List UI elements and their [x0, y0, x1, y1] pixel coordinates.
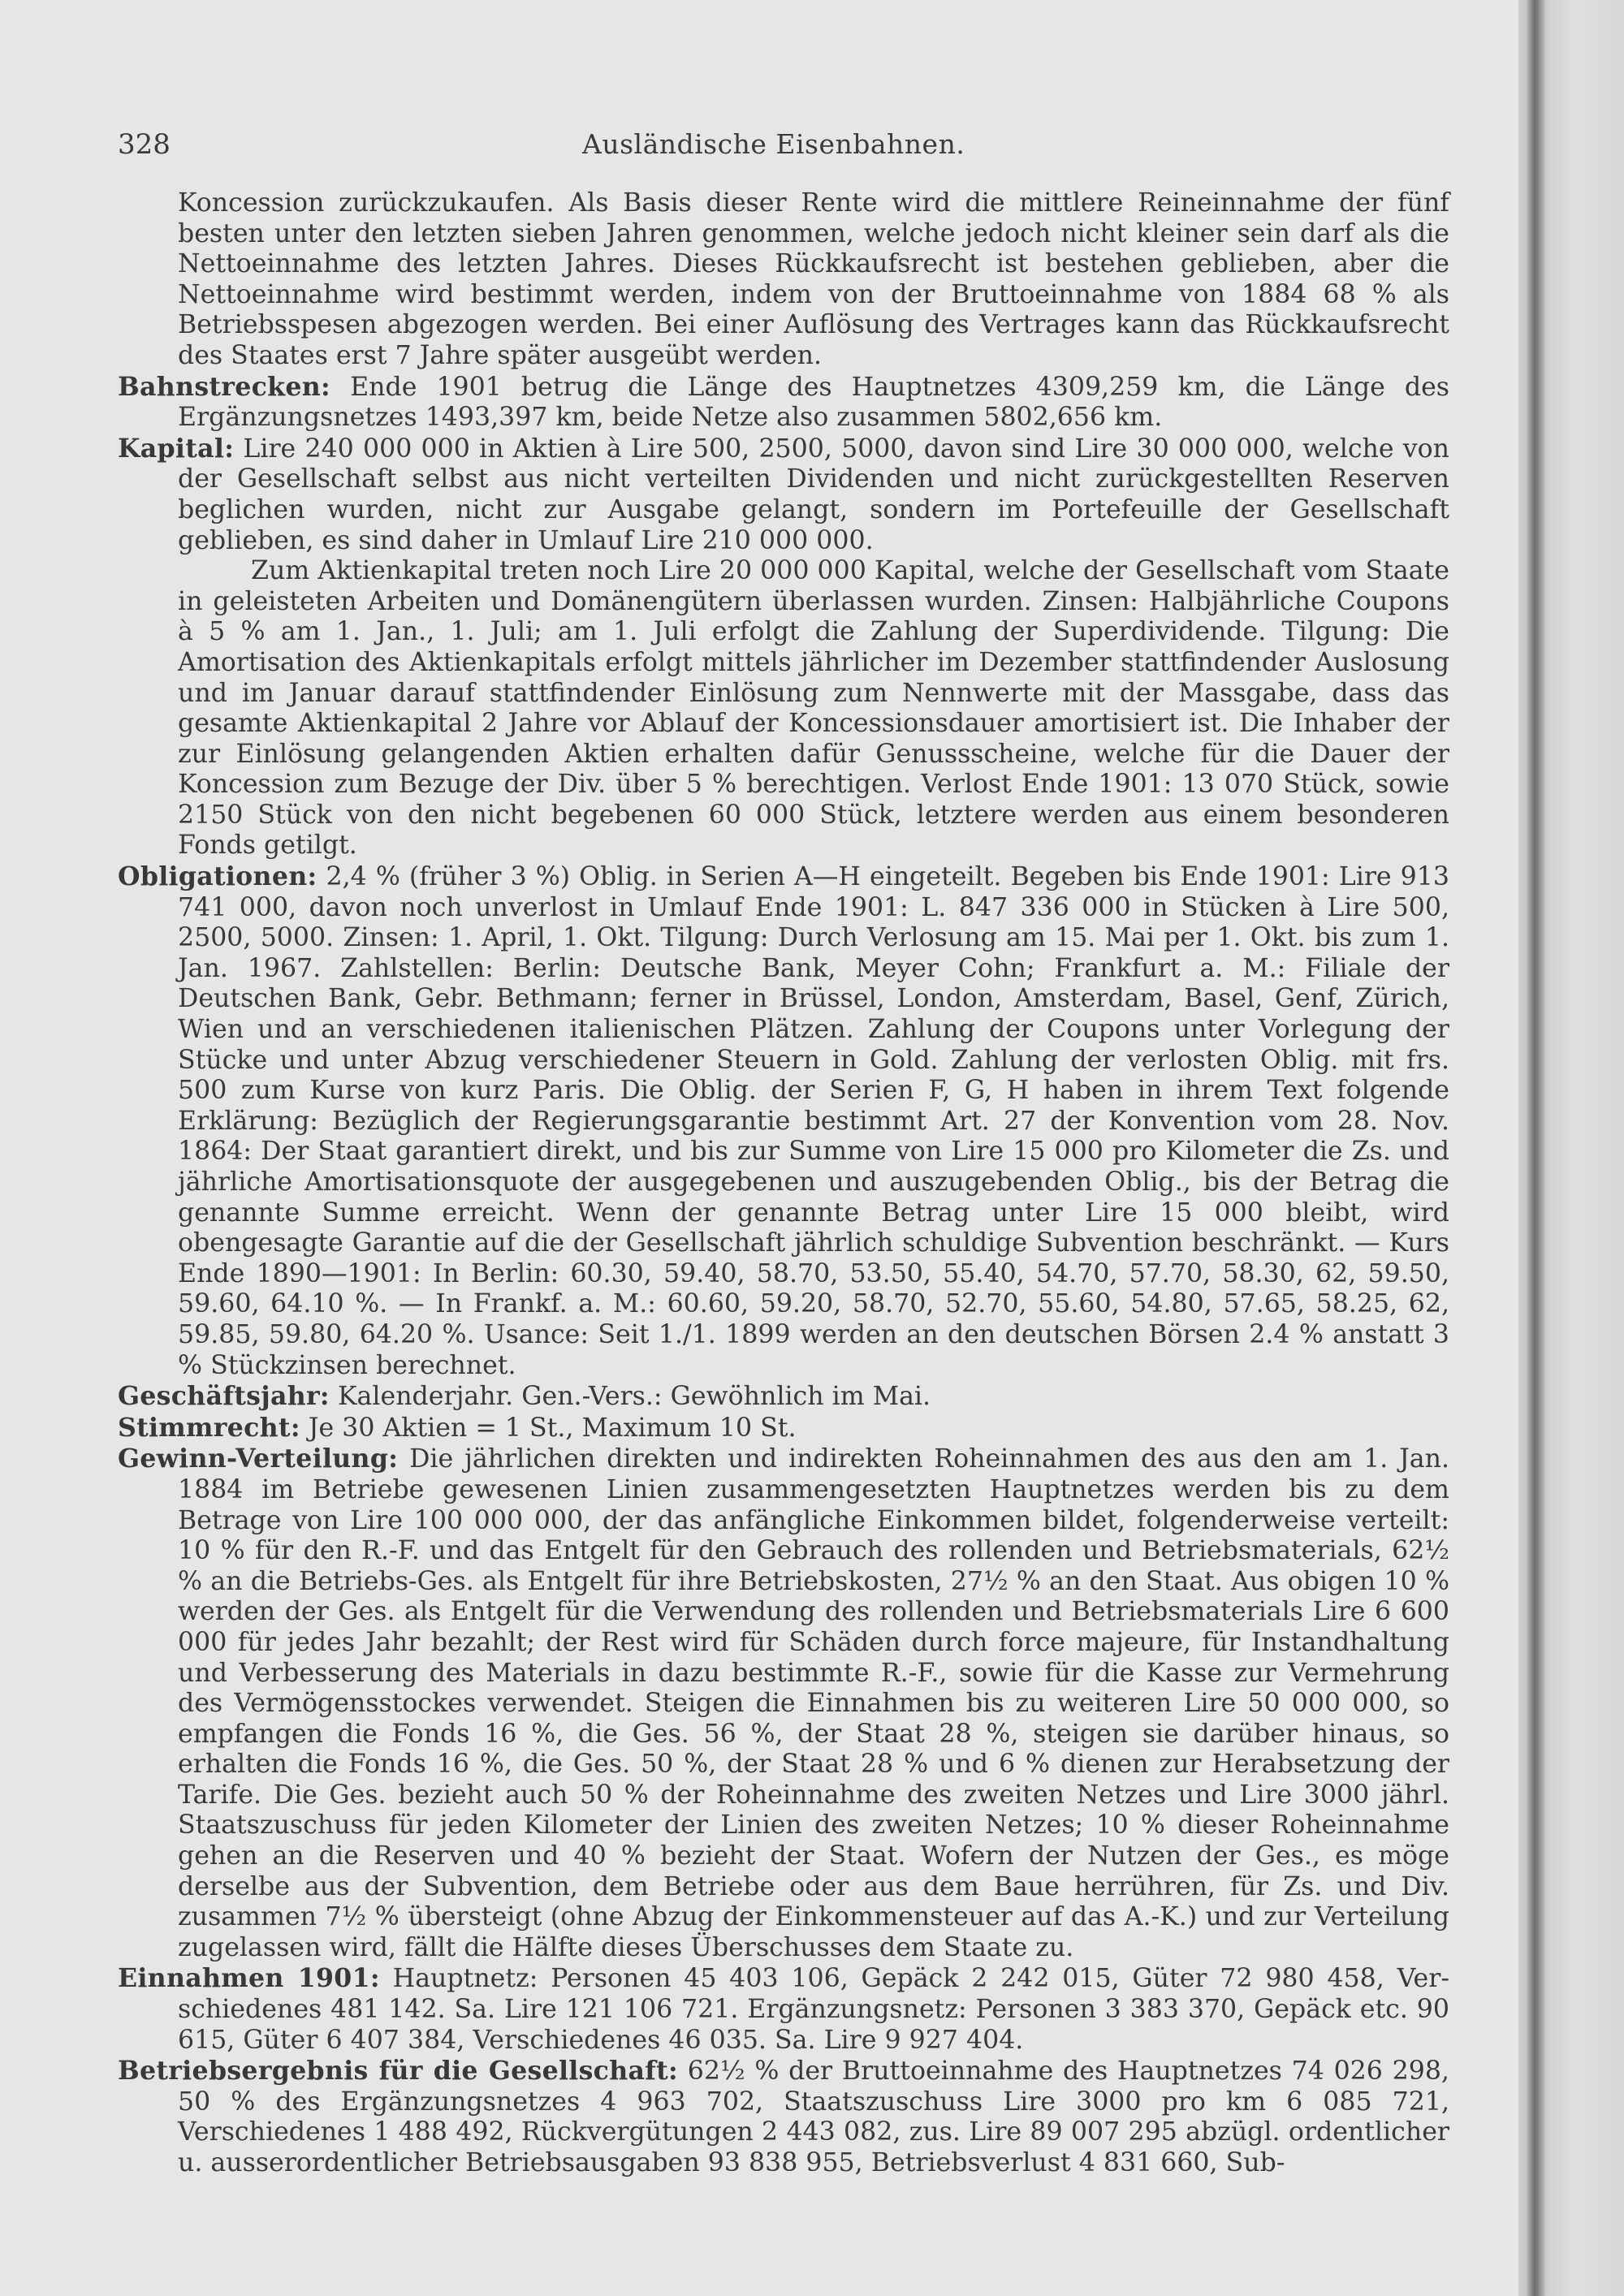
entry-text: Hauptnetz: Personen 45 403 106, Gepäck 2 242 015, Güter 72 980 458, Verschiedenes 481 142. Sa. Lire 121 106 721. Ergänzungsnetz: Personen 3 383 370, Gepäck etc. 90 615, Güter 6 407 384, Verschiedenes 46 035. Sa. Lire 9 927 404.: [178, 1964, 1450, 2055]
entry-label: Einnahmen 1901:: [118, 1963, 380, 1994]
entry-stimmrecht: [118, 1413, 1449, 1444]
entry-einnahmen: [118, 1963, 1449, 2056]
paragraph-koncession: [118, 188, 1449, 372]
entry-betriebsergebnis: [118, 2056, 1449, 2178]
paragraph-text: Zum Aktienkapital treten noch Lire 20 000 000 Kapital, welche der Gesellschaft vom Staate in geleisteten Arbeiten und Domänengütern überlassen wurden. Zinsen: Halbjährliche Coupons à 5 % am 1. Jan., 1. Juli; am 1. Juli erfolgt die Zahlung der Superdividende. Tilgung: Die Amortisation des Aktienkapitals erfolgt mittels jährlicher im Dezember stattfindender Auslosung und im Januar darauf stattfindender Einlösung zum Nennwerte mit der Massgabe, dass das gesamte Aktienkapital 2 Jahre vor Ablauf der Koncessionsdauer amortisiert ist. Die Inhaber der zur Einlösung gelangenden Aktien erhalten dafür Genussscheine, welche für die Dauer der Koncession zum Bezuge der Div. über 5 % berechtigen. Verlost Ende 1901: 13 070 Stück, sowie 2150 Stück von den nicht begebenen 60 000 Stück, letztere werden aus einem besonderen Fonds getilgt.: [178, 556, 1449, 861]
entry-text: Lire 240 000 000 in Aktien à Lire 500, 2500, 5000, davon sind Lire 30 000 000, welche von der Gesellschaft selbst aus nicht verteilten Dividenden und nicht zurückgestellten Reserven beglichen wurden, nicht zur Ausgabe gelangt, sondern im Portefeuille der Gesellschaft geblieben, es sind daher in Umlauf Lire 210 000 000.: [178, 434, 1449, 555]
entry-text: Ende 1901 betrug die Länge des Hauptnetzes 4309,259 km, die Länge des Ergänzungsnetzes 1493,397 km, beide Netze also zusammen 5802,656 km.: [178, 372, 1450, 433]
paragraph-text: Koncession zurückzukaufen. Als Basis dieser Rente wird die mittlere Reineinnahme der fünf besten unter den letzten sieben Jahren genommen, welche jedoch nicht kleiner sein darf als die Nettoeinnahme des letzten Jahres. Dieses Rückkaufsrecht ist bestehen geblieben, aber die Nettoeinnahme wird bestimmt werden, indem von der Bruttoeinnahme von 1884 68 % als Betriebsspesen abgezogen werden. Bei einer Auflösung des Vertrages kann das Rückkaufsrecht des Staates erst 7 Jahre später ausgeübt werden.: [178, 188, 1449, 370]
entry-text: 2,4 % (früher 3 %) Oblig. in Serien A—H eingeteilt. Begeben bis Ende 1901: Lire 913 741 000, davon noch unverlost in Umlauf Ende 1901: L. 847 336 000 in Stücken à Lire 500, 2500, 5000. Zinsen: 1. April, 1. Okt. Tilgung: Durch Verlosung am 15. Mai per 1. Okt. bis zum 1. Jan. 1967. Zahlstellen: Berlin: Deutsche Bank, Meyer Cohn; Frankfurt a. M.: Filiale der Deutschen Bank, Gebr. Bethmann; ferner in Brüssel, London, Amsterdam, Basel, Genf, Zürich, Wien und an verschiedenen italienischen Plätzen. Zahlung der Coupons unter Vorlegung der Stücke und unter Abzug verschiedener Steuern in Gold. Zahlung der verlosten Oblig. mit frs. 500 zum Kurse von kurz Paris. Die Oblig. der Serien F, G, H haben in ihrem Text folgende Erklärung: Bezüglich der Regierungsgarantie bestimmt Art. 27 der Konvention vom 28. Nov. 1864: Der Staat garantiert direkt, und bis zur Summe von Lire 15 000 pro Kilometer die Zs. und jährliche Amortisationsquote der ausgegebenen und auszugebenden Oblig., bis der Betrag die genannte Summe erreicht. Wenn der genannte Betrag unter Lire 15 000 bleibt, wird obengesagte Garantie auf die der Gesellschaft jährlich schuldige Subvention beschränkt. — Kurs Ende 1890—1901: In Berlin: 60.30, 59.40, 58.70, 53.50, 55.40, 54.70, 57.70, 58.30, 62, 59.50, 59.60, 64.10 %. — In Frankf. a. M.: 60.60, 59.20, 58.70, 52.70, 55.60, 54.80, 57.65, 58.25, 62, 59.85, 59.80, 64.20 %. Usance: Seit 1./1. 1899 werden an den deutschen Börsen 2.4 % anstatt 3 % Stückzinsen berechnet.: [178, 862, 1449, 1380]
binding-edge: [1527, 0, 1544, 2296]
entry-obligationen: [118, 861, 1449, 1381]
running-head: Ausländische Eisenbahnen.: [582, 128, 965, 160]
paragraph-aktienkapital: [118, 556, 1449, 861]
entry-kapital: [118, 434, 1449, 556]
entry-gewinn-verteilung: [118, 1444, 1449, 1963]
page-header: [118, 128, 1449, 167]
entry-text: Die jährlichen direkten und indirekten Roheinnahmen des aus den am 1. Jan. 1884 im Betriebe gewesenen Linien zusammengesetzten Hauptnetzes werden bis zu dem Betrage von Lire 100 000 000, der das anfängliche Einkommen bildet, folgenderweise verteilt: 10 % für den R.-F. und das Entgelt für den Gebrauch des rollenden und Betriebsmaterials, 62½ % an die Betriebs-Ges. als Entgelt für ihre Betriebskosten, 27½ % an den Staat. Aus obigen 10 % werden der Ges. als Entgelt für die Verwendung des rollenden und Betriebsmaterials Lire 6 600 000 für jedes Jahr bezahlt; der Rest wird für Schäden durch force majeure, für Instandhaltung und Verbesserung des Materials in dazu bestimmte R.-F., sowie für die Kasse zur Vermehrung des Vermögensstockes verwendet. Steigen die Einnahmen bis zu weiteren Lire 50 000 000, so empfangen die Fonds 16 %, die Ges. 56 %, der Staat 28 %, steigen sie darüber hinaus, so erhalten die Fonds 16 %, die Ges. 50 %, der Staat 28 % und 6 % dienen zur Herabsetzung der Tarife. Die Ges. bezieht auch 50 % der Roheinnahme des zweiten Netzes und Lire 3000 jährl. Staatszuschuss für jeden Kilometer der Linien des zweiten Netzes; 10 % dieser Roheinnahme gehen an die Reserven und 40 % bezieht der Staat. Wofern der Nutzen der Ges., es möge derselbe aus der Subvention, dem Betriebe oder aus dem Baue herrühren, für Zs. und Div. zusammen 7½ % übersteigt (ohne Abzug der Einkommensteuer auf das A.-K.) und zur Verteilung zugelassen wird, fällt die Hälfte dieses Überschusses dem Staate zu.: [178, 1444, 1449, 1962]
entry-bahnstrecken: [118, 372, 1449, 434]
page-number: 328: [118, 128, 171, 161]
entry-label: Betriebsergebnis für die Gesellschaft:: [118, 2056, 679, 2087]
entry-label: Bahnstrecken:: [118, 371, 331, 402]
entry-label: Kapital:: [118, 433, 235, 464]
entry-label: Gewinn-Verteilung:: [118, 1444, 399, 1474]
entry-text: 62½ % der Bruttoeinnahme des Hauptnetzes 74 026 298, 50 % des Ergänzungsnetzes 4 963 702, Staatszuschuss Lire 3000 pro km 6 085 721, Verschiedenes 1 488 492, Rückvergütungen 2 443 082, zus. Lire 89 007 295 abzügl. ordentlicher u. ausserordentlicher Betriebsausgaben 93 838 955, Betriebsverlust 4 831 660, Sub-: [178, 2056, 1449, 2177]
entry-text: Je 30 Aktien = 1 St., Maximum 10 St.: [308, 1413, 797, 1443]
entry-label: Stimmrecht:: [118, 1412, 300, 1443]
entry-geschaeftsjahr: [118, 1381, 1449, 1413]
entry-text: Kalenderjahr. Gen.-Vers.: Gewöhnlich im Mai.: [337, 1382, 931, 1412]
entry-label: Obligationen:: [118, 861, 317, 892]
entry-label: Geschäftsjahr:: [118, 1381, 330, 1412]
body-text: [118, 188, 1449, 2179]
